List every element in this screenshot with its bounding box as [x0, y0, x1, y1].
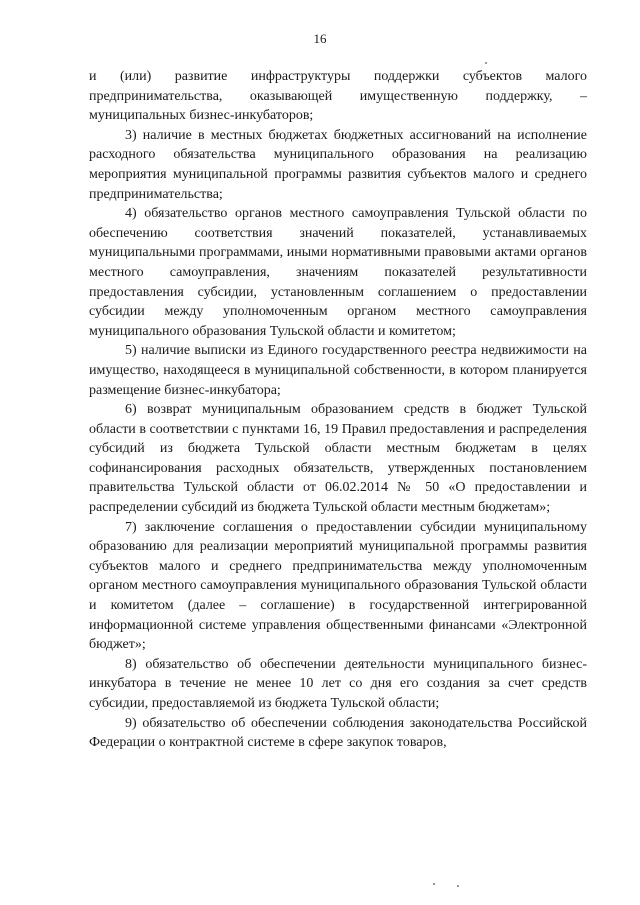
paragraph-item-6: 6) возврат муниципальным образованием средств в бюджет Тульской области в соответствии с пунктами 16, 19 Правил предоставления и распределения субсидий из бюджета Тульской области местным бюджетам в целях софинансирования расходных обязательств, утвержденных постановлением правительства Тульской области от 06.02.2014 № 50 «О предоставлении и распределении субсидий из бюджета Тульской области местным бюджетам»;: [89, 402, 587, 516]
paragraph-item-3: 3) наличие в местных бюджетах бюджетных ассигнований на исполнение расходного обязательства муниципального образования на реализацию мероприятия муниципальной программы развития субъектов малого и среднего предпринимательства;: [89, 127, 587, 202]
paragraph-item-9: 9) обязательство об обеспечении соблюдения законодательства Российской Федерации о контрактной системе в сфере закупок товаров,: [89, 715, 587, 751]
scan-speck: [433, 883, 435, 885]
paragraph-item-7: 7) заключение соглашения о предоставлении субсидии муниципальному образованию для реализации мероприятий муниципальной программы развития субъектов малого и среднего предпринимательства между уполномоченным органом местного самоуправления муниципального образования Тульской области и комитетом (далее – соглашение) в государственной интегрированной информационной системе управления общественными финансами «Электронной бюджет»;: [89, 519, 587, 653]
page-number: 16: [313, 31, 327, 46]
paragraph-item-5: 5) наличие выписки из Единого государственного реестра недвижимости на имущество, находящееся в муниципальной собственности, в котором планируется размещение бизнес-инкубатора;: [89, 343, 587, 398]
scan-speck: [457, 885, 459, 887]
paragraph-item-4: 4) обязательство органов местного самоуправления Тульской области по обеспечению соответствия значений показателей, устанавливаемых муниципальными программами, иными нормативными правовыми актами органов местного самоуправления, значениям показателей результативности предоставления субсидии, установленным соглашением о предоставлении субсидии между уполномоченным органом местного самоуправления муниципального образования Тульской области и комитетом;: [89, 206, 587, 339]
scan-speck: [485, 62, 487, 64]
paragraph-item-8: 8) обязательство об обеспечении деятельности муниципального бизнес-инкубатора в течение не менее 10 лет со дня его создания за счет средств субсидии, предоставляемой из бюджета Тульской области;: [89, 656, 587, 711]
document-body: [89, 67, 587, 753]
paragraph-continuation: и (или) развитие инфраструктуры поддержки субъектов малого предпринимательства, оказывающей имущественную поддержку, – муниципальных бизнес-инкубаторов;: [89, 69, 587, 124]
